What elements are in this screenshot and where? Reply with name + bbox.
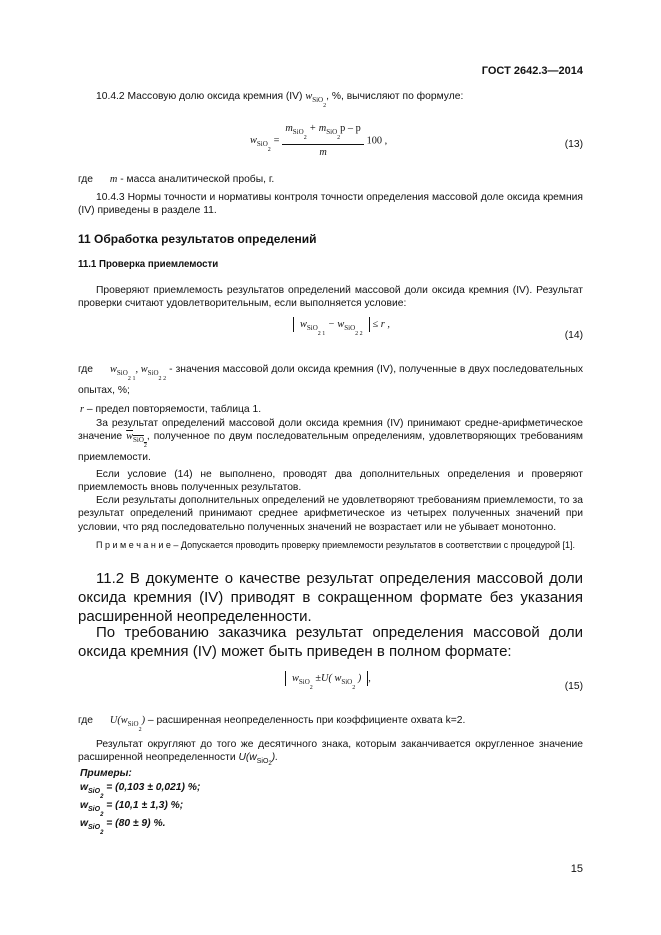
- where-line-m: где m - масса аналитической пробы, г.: [78, 174, 275, 185]
- note: П р и м е ч а н и е – Допускается проводить проверку приемлемости результатов в соответствии с процедурой [1].: [96, 540, 576, 550]
- examples-title: Примеры:: [80, 768, 132, 779]
- para-11-1-intro: Проверяют приемлемость результатов определений массовой доли оксида кремния (IV). Результат проверки считают удовлетворительным, если выполняется условие:: [78, 285, 583, 310]
- section-11-title: 11 Обработка результатов определений: [78, 232, 317, 246]
- para-10-4-2: [78, 90, 583, 111]
- para-rounding: Результат округляют до того же десятичного знака, которым заканчивается округленное значение расширенной неопределенности $U(w_{SiO2})$.: [78, 739, 583, 768]
- para-additional: Если результаты дополнительных определений не удовлетворяют требованиям приемлемости, то за результат определений принимают среднее арифметическое из четырех полученных значений при условии, что ряд последовательно полученных значений не возрастает или не убывает монотонно.: [78, 495, 583, 533]
- fraction: $\frac{m_{SiO_2} + m_{SiO_2}p - p}{m}$: [282, 122, 363, 159]
- eq-number-13: (13): [564, 139, 583, 150]
- para-full-format: По требованию заказчика результат определения массовой доли оксида кремния (IV) может быть приведен в полном формате:: [78, 624, 583, 660]
- section-11-1-title: 11.1 Проверка приемлемости: [78, 259, 219, 270]
- para-condition-fail: Если условие (14) не выполнено, проводят два дополнительных определения и проверяют приемлемость вновь полученных результатов.: [78, 469, 583, 494]
- document-code: ГОСТ 2642.3—2014: [481, 65, 583, 77]
- example-2: $w_{SiO_2} = (10,1 \pm 1,3)$ %;: [80, 800, 184, 818]
- para-10-4-3: 10.4.3 Нормы точности и нормативы контроля точности определения массовой доле оксида кремния (IV) приведены в разделе 11.: [78, 192, 583, 217]
- where-line-w: где $w_{SiO_{2 1}}$, $w_{SiO_{2 2}}$ - значения массовой доли оксида кремния (IV), полученные в двух последовательных опытах, %;: [78, 364, 584, 396]
- para-mean: За результат определений массовой доли оксида кремния (IV) принимают средне-арифметическое значение $w_{SiO_2}$, полученное по двум последовательным определениям, удовлетворяющих требованиям приемлемости.: [78, 418, 583, 464]
- example-1: $w_{SiO_2} = (0,103 \pm 0,021)$ %;: [80, 782, 201, 800]
- eq-number-15: (15): [564, 681, 583, 692]
- w-sio2-symbol: $w_{SiO_2}$: [305, 91, 327, 109]
- eq-number-14: (14): [564, 330, 583, 341]
- where-line-r: r – предел повторяемости, таблица 1.: [80, 404, 262, 415]
- example-3: $w_{SiO_2} = (80 \pm 9)$ %.: [80, 818, 166, 836]
- section-11-2: 11.2 В документе о качестве результат определения массовой доли оксида кремния (IV) приводят в сокращенном формате без указания расширенной неопределенности.: [78, 570, 583, 625]
- equation-15: $w_{SiO_2} \pm U$( $w_{SiO_2}$ ) ,: [285, 672, 371, 693]
- para-text: 10.4.2 Массовую долю оксида кремния (IV): [96, 91, 306, 102]
- equation-14: $w_{SiO_{2 1}} - w_{SiO_{2 2}} \le r$ ,: [293, 318, 390, 339]
- equation-13: $w_{SiO_2}$ = $\frac{m_{SiO_2} + m_{SiO_2}p - p}{m}$ 100 ,: [250, 123, 388, 158]
- where-line-u: где $U(w_{SiO_2})$ – расширенная неопределенность при коэффициенте охвата k=2.: [78, 715, 466, 733]
- page-number: 15: [570, 863, 583, 875]
- para-text-end: , %, вычисляют по формуле:: [326, 91, 464, 102]
